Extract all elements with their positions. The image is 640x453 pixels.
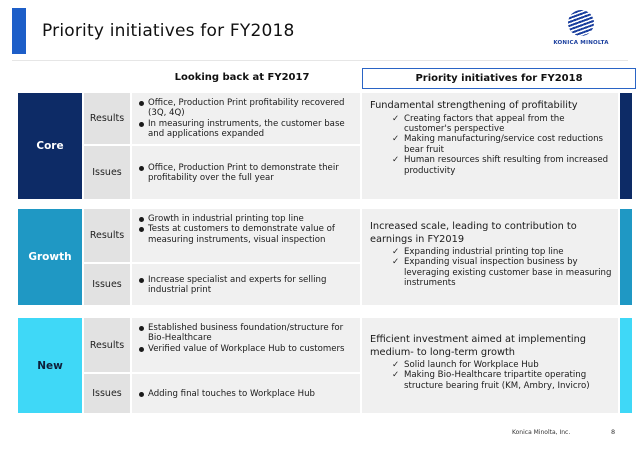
logo-text: KONICA MINOLTA (553, 40, 609, 46)
title-bar (12, 8, 532, 54)
list-item: In measuring instruments, the customer base and applications expanded (138, 119, 356, 140)
results-label: Results (84, 318, 130, 372)
row-edge-marker (620, 318, 632, 413)
results-label: Results (84, 93, 130, 144)
results-label: Results (84, 209, 130, 262)
checkmark-icon: ✓ (392, 257, 400, 268)
list-item: Increase specialist and experts for selling industrial print (138, 275, 356, 296)
page-title: Priority initiatives for FY2018 (42, 21, 295, 41)
issues-list (132, 374, 360, 413)
checkmark-icon: ✓ (392, 155, 400, 166)
row-core (18, 93, 636, 199)
issues-cell (132, 264, 360, 305)
category-core: Core (18, 93, 82, 199)
list-item: ✓ Making manufacturing/service cost reductions bear fruit (392, 134, 604, 155)
checkmark-icon: ✓ (392, 360, 400, 370)
list-item: Office, Production Print profitability recovered (3Q, 4Q) (138, 98, 356, 119)
footer-company: Konica Minolta, Inc. (512, 429, 571, 436)
list-item: ✓ Expanding visual inspection business by leveraging existing customer base in measuring instruments (392, 257, 612, 289)
results-cell (132, 93, 360, 144)
list-item: Adding final touches to Workplace Hub (138, 389, 315, 399)
list-item: ✓ Solid launch for Workplace Hub (392, 360, 539, 370)
list-item: ✓ Making Bio-Healthcare tripartite operating structure bearing fruit (KM, Ambry, Invicro) (392, 370, 590, 391)
row-new (18, 318, 636, 413)
initiative-heading: Increased scale, leading to contribution to earnings in FY2019 (370, 221, 577, 245)
checkmark-icon: ✓ (392, 113, 400, 124)
column-header-fy2018: Priority initiatives for FY2018 (362, 68, 636, 89)
list-item: ✓ Human resources shift resulting from increased productivity (392, 155, 609, 176)
results-list (132, 93, 360, 144)
initiative-cell (362, 93, 618, 199)
issues-label: Issues (84, 374, 130, 413)
issues-list (132, 264, 360, 305)
page-number: 8 (611, 428, 616, 436)
initiative-cell (362, 209, 618, 305)
checkmark-icon: ✓ (392, 247, 400, 257)
list-item: ✓ Expanding industrial printing top line (392, 247, 564, 257)
row-growth (18, 209, 636, 305)
results-cell (132, 318, 360, 372)
konica-minolta-globe-icon (568, 10, 594, 36)
category-new: New (18, 318, 82, 413)
initiative-cell (362, 318, 618, 413)
list-item: Established business foundation/structure for Bio-Healthcare (138, 323, 356, 344)
row-edge-marker (620, 209, 632, 305)
initiative-heading: Efficient investment aimed at implementing medium- to long-term growth (370, 334, 586, 358)
issues-label: Issues (84, 146, 130, 199)
title-divider (12, 60, 628, 61)
issues-label: Issues (84, 264, 130, 305)
list-item: Tests at customers to demonstrate value of measuring instruments, visual inspection (138, 224, 356, 245)
initiative-checklist (370, 114, 612, 176)
checkmark-icon: ✓ (392, 134, 400, 145)
issues-cell (132, 374, 360, 413)
column-header-fy2017: Looking back at FY2017 (174, 72, 310, 83)
initiative-checklist (370, 360, 612, 391)
row-edge-marker (620, 93, 632, 199)
results-list (132, 209, 360, 249)
title-accent-bar (12, 8, 26, 54)
company-logo (546, 10, 616, 52)
initiative-checklist (370, 247, 612, 289)
list-item: Verified value of Workplace Hub to customers (138, 344, 356, 354)
initiative-heading: Fundamental strengthening of profitability (370, 100, 578, 111)
list-item: Office, Production Print to demonstrate their profitability over the full year (138, 163, 356, 184)
list-item: ✓ Creating factors that appeal from the customer's perspective (392, 113, 565, 134)
issues-list (132, 146, 360, 199)
category-growth: Growth (18, 209, 82, 305)
results-list (132, 318, 360, 358)
results-cell (132, 209, 360, 262)
issues-cell (132, 146, 360, 199)
list-item: Growth in industrial printing top line (138, 214, 356, 224)
checkmark-icon: ✓ (392, 370, 400, 381)
